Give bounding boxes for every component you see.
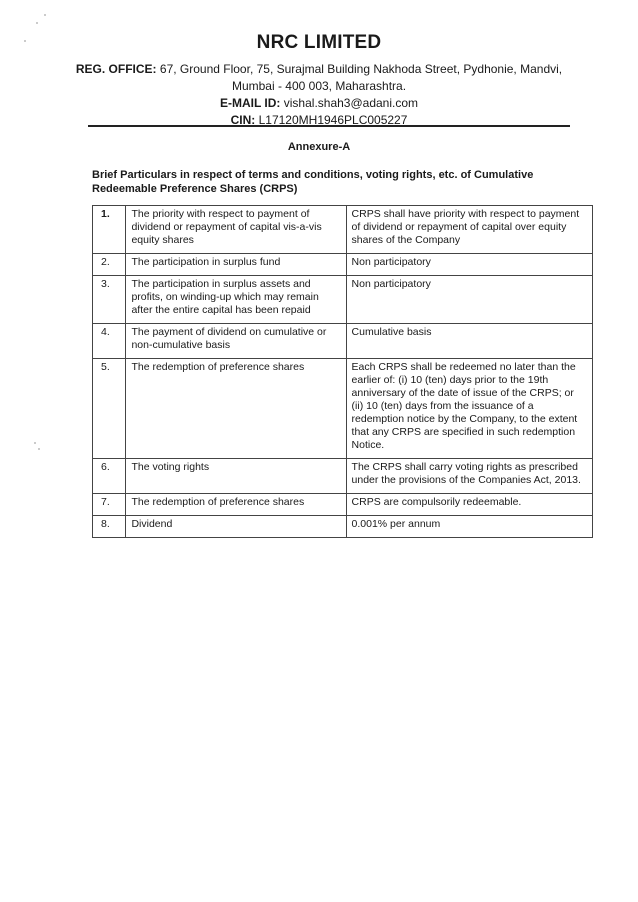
term-description: The redemption of preference shares: [126, 359, 346, 459]
scan-speck: [38, 448, 40, 450]
table-row: [93, 254, 593, 276]
company-address-block: [60, 61, 578, 129]
reg-office-address-1: 67, Ground Floor, 75, Surajmal Building Nakhoda Street, Pydhonie, Mandvi,: [159, 62, 563, 76]
scan-speck: [36, 22, 38, 24]
reg-office-line-1: [60, 61, 578, 78]
table-row: [93, 324, 593, 359]
row-number: 8.: [93, 516, 126, 538]
term-description: The participation in surplus assets and profits, on winding-up which may remain after the entire capital has been repaid: [126, 276, 346, 324]
cin-value: L17120MH1946PLC005227: [258, 113, 408, 127]
email-line: [60, 95, 578, 112]
row-number: 5.: [93, 359, 126, 459]
table-row: [93, 459, 593, 494]
term-description: Dividend: [126, 516, 346, 538]
scan-speck: [34, 442, 36, 444]
term-detail: The CRPS shall carry voting rights as prescribed under the provisions of the Companies Act, 2013.: [346, 459, 592, 494]
header-divider: [88, 125, 570, 127]
table-row: [93, 206, 593, 254]
term-detail: Each CRPS shall be redeemed no later than the earlier of: (i) 10 (ten) days prior to the 19th anniversary of the date of issue of the CRPS; or (ii) 10 (ten) days from the issuance of a redemption notice by the Company, to the extent that any CRPS are specified in such redemption Notice.: [346, 359, 592, 459]
crps-terms-table: [92, 205, 593, 538]
term-detail: 0.001% per annum: [346, 516, 592, 538]
row-number: 3.: [93, 276, 126, 324]
row-number: 2.: [93, 254, 126, 276]
term-detail: CRPS are compulsorily redeemable.: [346, 494, 592, 516]
row-number: 4.: [93, 324, 126, 359]
row-number: 6.: [93, 459, 126, 494]
intro-text: Brief Particulars in respect of terms and conditions, voting rights, etc. of Cumulative Redeemable Preference Shares (CRPS): [92, 169, 534, 195]
email-label: E-MAIL ID:: [219, 96, 281, 110]
reg-office-line-2: [60, 78, 578, 95]
scan-speck: [44, 14, 46, 16]
row-number: 7.: [93, 494, 126, 516]
table-row: [93, 276, 593, 324]
term-detail: Non participatory: [346, 254, 592, 276]
reg-office-address-2: Mumbai - 400 003, Maharashtra.: [231, 79, 407, 93]
term-detail: CRPS shall have priority with respect to payment of dividend or repayment of capital over equity shares of the Company: [346, 206, 592, 254]
term-detail: Cumulative basis: [346, 324, 592, 359]
annexure-title: Annexure-A: [287, 141, 351, 153]
table-row: [93, 359, 593, 459]
email-value: vishal.shah3@adani.com: [283, 96, 419, 110]
row-number: 1.: [93, 206, 126, 254]
company-name: NRC LIMITED: [256, 32, 382, 53]
reg-office-label: REG. OFFICE:: [75, 62, 157, 76]
term-description: The priority with respect to payment of dividend or repayment of capital vis-a-vis equity shares: [126, 206, 346, 254]
term-detail: Non participatory: [346, 276, 592, 324]
term-description: The redemption of preference shares: [126, 494, 346, 516]
term-description: The participation in surplus fund: [126, 254, 346, 276]
table-row: [93, 494, 593, 516]
scan-speck: [24, 40, 26, 42]
term-description: The payment of dividend on cumulative or non-cumulative basis: [126, 324, 346, 359]
term-description: The voting rights: [126, 459, 346, 494]
table-row: [93, 516, 593, 538]
cin-label: CIN:: [230, 113, 256, 127]
